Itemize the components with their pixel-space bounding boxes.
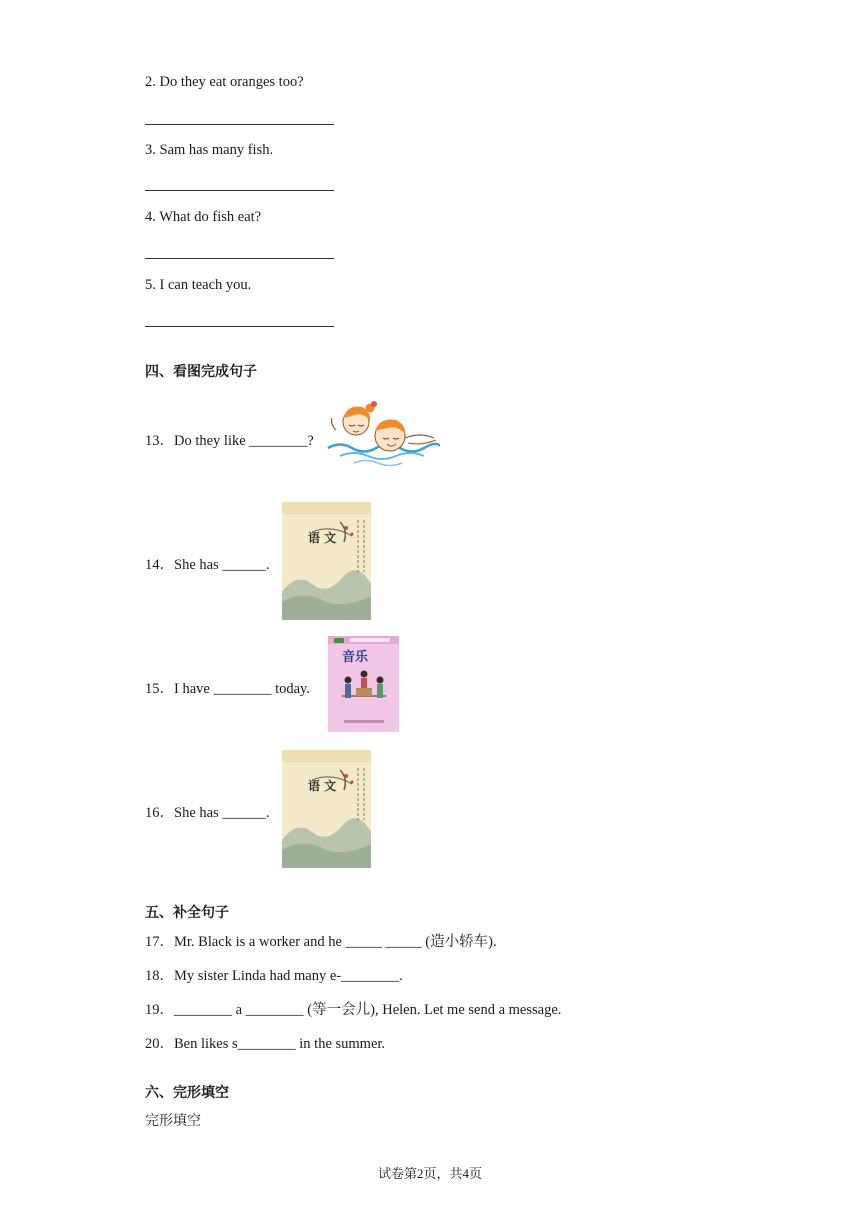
- svg-text:音乐: 音乐: [342, 650, 369, 665]
- section-5-heading: 五、补全句子: [145, 905, 229, 921]
- question-15: 15．I have ________ today.: [145, 681, 310, 697]
- sentence-3: 3. Sam has many fish.: [145, 142, 274, 158]
- answer-line-4: [145, 258, 334, 259]
- chinese-textbook-image-2: [282, 750, 371, 868]
- chinese-textbook-image: [282, 502, 371, 620]
- question-13: 13．Do they like ________?: [145, 433, 314, 449]
- page-footer: 试卷第2页，共4页: [377, 1166, 482, 1181]
- sentence-5: 5. I can teach you.: [145, 277, 252, 293]
- question-18: 18．My sister Linda had many e-________.: [145, 968, 403, 984]
- answer-line-3: [145, 190, 334, 191]
- question-16: 16．She has ______.: [145, 805, 270, 821]
- sentence-2: 2. Do they eat oranges too?: [145, 74, 304, 90]
- question-14: 14．She has ______.: [145, 557, 270, 573]
- section-6-subtitle: 完形填空: [145, 1113, 201, 1129]
- music-textbook-image: [328, 636, 399, 732]
- svg-text:语 文: 语 文: [308, 531, 337, 545]
- question-20: 20．Ben likes s________ in the summer.: [145, 1036, 386, 1052]
- sentence-4: 4. What do fish eat?: [145, 209, 262, 225]
- answer-line-2: [145, 124, 334, 125]
- question-17: 17．Mr. Black is a worker and he _____ _____ (造小轿车).: [145, 934, 497, 950]
- section-4-heading: 四、看图完成句子: [145, 364, 257, 380]
- answer-line-5: [145, 326, 334, 327]
- svg-text:语 文: 语 文: [308, 779, 337, 793]
- section-6-heading: 六、完形填空: [145, 1085, 229, 1101]
- swimming-kids-image: [326, 398, 440, 466]
- question-19: 19．________ a ________ (等一会儿), Helen. Let me send a message.: [145, 1002, 562, 1018]
